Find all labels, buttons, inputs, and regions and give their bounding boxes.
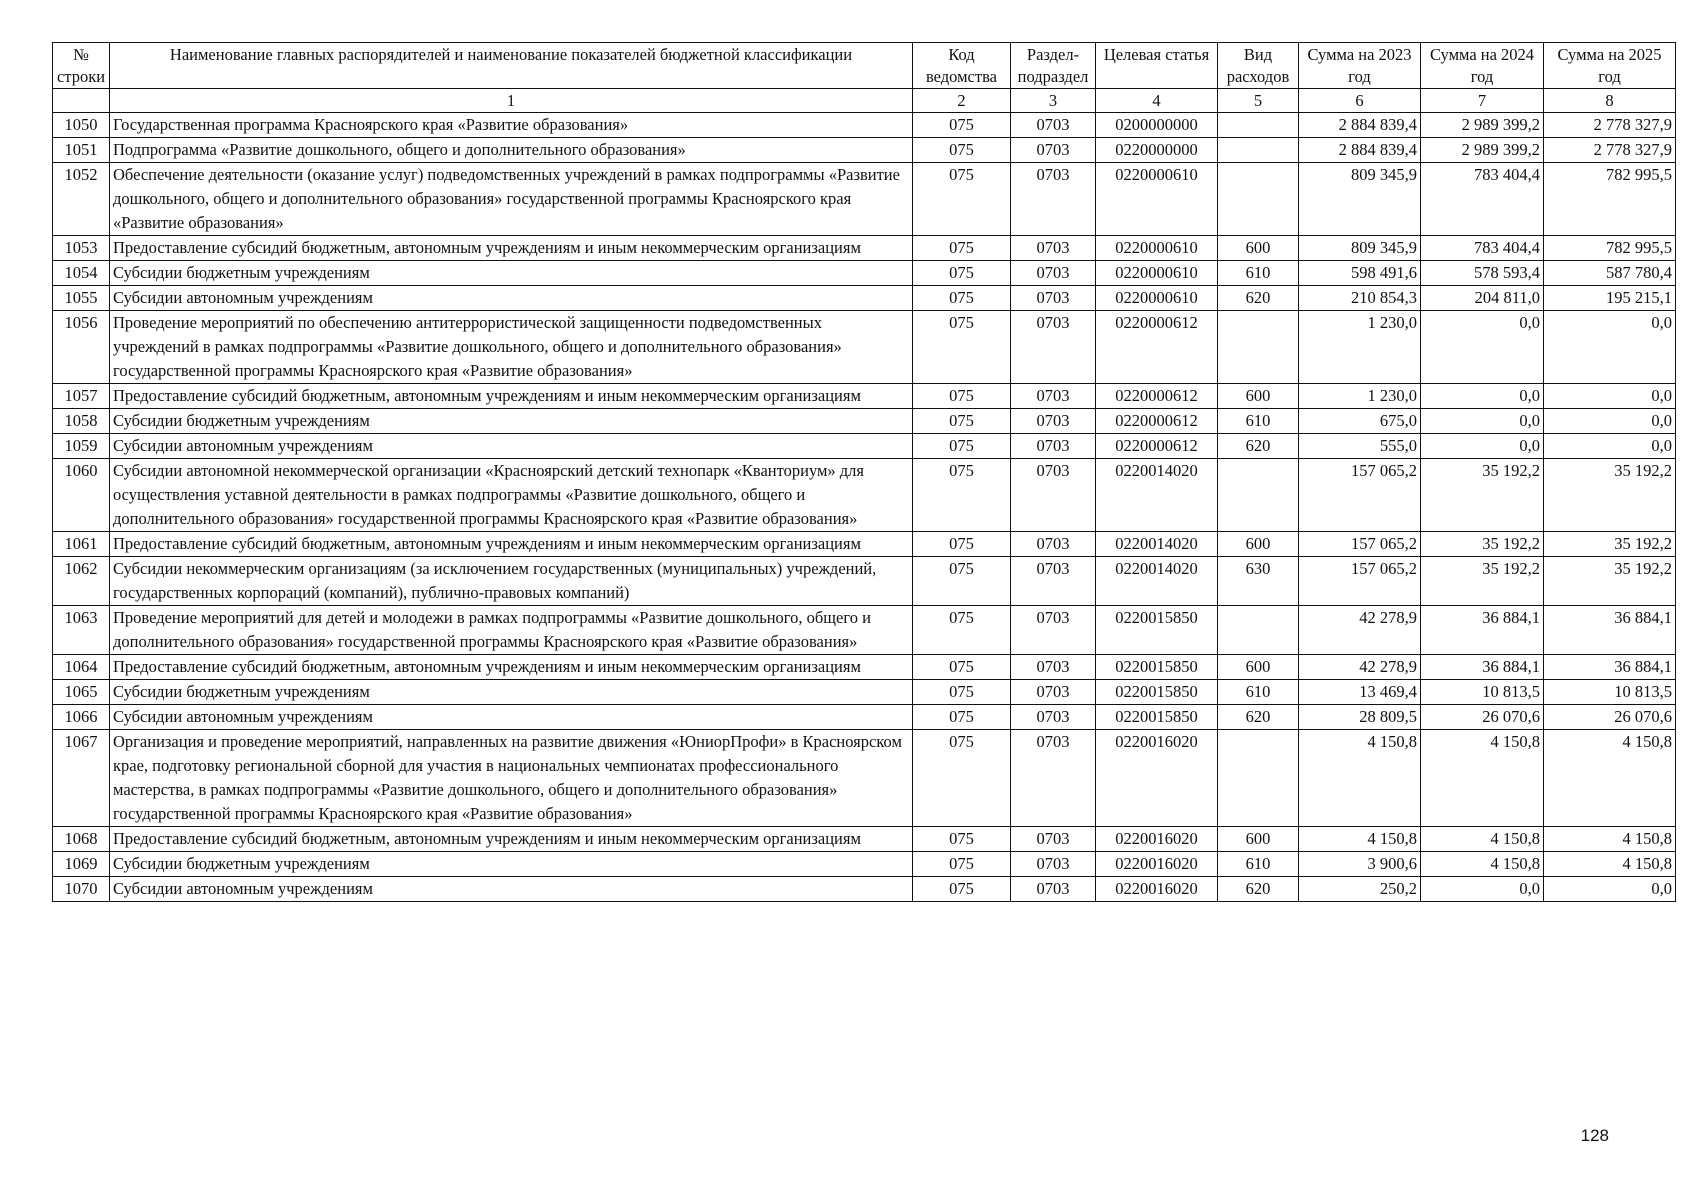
sum-2024-cell: 0,0 [1421, 311, 1544, 384]
sum-2024-cell: 0,0 [1421, 409, 1544, 434]
dept-code-cell: 075 [913, 286, 1011, 311]
sum-2023-cell: 157 065,2 [1299, 459, 1421, 532]
expense-type-cell [1218, 138, 1299, 163]
sum-2023-cell: 3 900,6 [1299, 852, 1421, 877]
header-dept-code: Код ведомства [913, 43, 1011, 89]
sum-2023-cell: 4 150,8 [1299, 827, 1421, 852]
sum-2023-cell: 2 884 839,4 [1299, 113, 1421, 138]
section-cell: 0703 [1011, 138, 1096, 163]
expense-type-cell [1218, 606, 1299, 655]
row-name: Субсидии автономным учреждениям [110, 877, 913, 902]
target-cell: 0220000612 [1096, 384, 1218, 409]
table-row [53, 827, 1676, 852]
row-number: 1068 [53, 827, 110, 852]
sum-2023-cell: 598 491,6 [1299, 261, 1421, 286]
dept-code-cell: 075 [913, 730, 1011, 827]
section-cell: 0703 [1011, 532, 1096, 557]
sum-2023-cell: 4 150,8 [1299, 730, 1421, 827]
sum-2024-cell: 4 150,8 [1421, 730, 1544, 827]
dept-code-cell: 075 [913, 532, 1011, 557]
dept-code-cell: 075 [913, 236, 1011, 261]
sum-2024-cell: 26 070,6 [1421, 705, 1544, 730]
dept-code-cell: 075 [913, 557, 1011, 606]
target-cell: 0220000612 [1096, 409, 1218, 434]
sum-2025-cell: 35 192,2 [1544, 557, 1676, 606]
expense-type-cell [1218, 459, 1299, 532]
target-cell: 0220015850 [1096, 606, 1218, 655]
expense-type-cell: 600 [1218, 655, 1299, 680]
target-cell: 0220016020 [1096, 730, 1218, 827]
sum-2023-cell: 13 469,4 [1299, 680, 1421, 705]
row-number: 1056 [53, 311, 110, 384]
dept-code-cell: 075 [913, 852, 1011, 877]
row-name: Государственная программа Красноярского края «Развитие образования» [110, 113, 913, 138]
column-number: 3 [1011, 89, 1096, 113]
section-cell: 0703 [1011, 261, 1096, 286]
expense-type-cell: 610 [1218, 409, 1299, 434]
sum-2025-cell: 2 778 327,9 [1544, 138, 1676, 163]
row-number: 1057 [53, 384, 110, 409]
section-cell: 0703 [1011, 557, 1096, 606]
sum-2023-cell: 809 345,9 [1299, 236, 1421, 261]
row-name: Предоставление субсидий бюджетным, автономным учреждениям и иным некоммерческим организациям [110, 655, 913, 680]
header-sum-2025: Сумма на 2025 год [1544, 43, 1676, 89]
sum-2024-cell: 35 192,2 [1421, 532, 1544, 557]
target-cell: 0220014020 [1096, 459, 1218, 532]
sum-2024-cell: 35 192,2 [1421, 459, 1544, 532]
sum-2023-cell: 28 809,5 [1299, 705, 1421, 730]
row-name: Организация и проведение мероприятий, направленных на развитие движения «ЮниорПрофи» в Красноярском крае, подготовку региональной сборной для участия в национальных чемпионатах профессионального мастерства, в рамках подпрограммы «Развитие дошкольного, общего и дополнительного образования» государственной программы Красноярского края «Развитие образования» [110, 730, 913, 827]
column-number-row [53, 89, 1676, 113]
sum-2023-cell: 157 065,2 [1299, 532, 1421, 557]
header-row-no: № строки [53, 43, 110, 89]
sum-2025-cell: 4 150,8 [1544, 827, 1676, 852]
row-number: 1070 [53, 877, 110, 902]
row-number: 1064 [53, 655, 110, 680]
table-row [53, 557, 1676, 606]
expense-type-cell [1218, 113, 1299, 138]
sum-2025-cell: 195 215,1 [1544, 286, 1676, 311]
row-name: Предоставление субсидий бюджетным, автономным учреждениям и иным некоммерческим организациям [110, 384, 913, 409]
dept-code-cell: 075 [913, 261, 1011, 286]
row-name: Предоставление субсидий бюджетным, автономным учреждениям и иным некоммерческим организациям [110, 236, 913, 261]
sum-2024-cell: 10 813,5 [1421, 680, 1544, 705]
sum-2023-cell: 157 065,2 [1299, 557, 1421, 606]
sum-2025-cell: 10 813,5 [1544, 680, 1676, 705]
section-cell: 0703 [1011, 827, 1096, 852]
column-number: 1 [110, 89, 913, 113]
row-number: 1060 [53, 459, 110, 532]
row-name: Субсидии автономным учреждениям [110, 705, 913, 730]
sum-2025-cell: 0,0 [1544, 434, 1676, 459]
sum-2025-cell: 0,0 [1544, 877, 1676, 902]
section-cell: 0703 [1011, 655, 1096, 680]
expense-type-cell: 600 [1218, 384, 1299, 409]
target-cell: 0220016020 [1096, 827, 1218, 852]
section-cell: 0703 [1011, 606, 1096, 655]
row-name: Обеспечение деятельности (оказание услуг) подведомственных учреждений в рамках подпрограммы «Развитие дошкольного, общего и дополнительного образования» государственной программы Красноярского края «Развитие образования» [110, 163, 913, 236]
section-cell: 0703 [1011, 434, 1096, 459]
sum-2025-cell: 782 995,5 [1544, 163, 1676, 236]
dept-code-cell: 075 [913, 138, 1011, 163]
dept-code-cell: 075 [913, 163, 1011, 236]
header-target: Целевая статья [1096, 43, 1218, 89]
row-name: Субсидии автономным учреждениям [110, 434, 913, 459]
section-cell: 0703 [1011, 384, 1096, 409]
target-cell: 0220015850 [1096, 655, 1218, 680]
row-number: 1066 [53, 705, 110, 730]
header-section: Раздел-подраздел [1011, 43, 1096, 89]
row-number: 1053 [53, 236, 110, 261]
sum-2024-cell: 0,0 [1421, 877, 1544, 902]
row-name: Предоставление субсидий бюджетным, автономным учреждениям и иным некоммерческим организациям [110, 827, 913, 852]
section-cell: 0703 [1011, 730, 1096, 827]
sum-2025-cell: 4 150,8 [1544, 852, 1676, 877]
section-cell: 0703 [1011, 852, 1096, 877]
sum-2025-cell: 0,0 [1544, 409, 1676, 434]
sum-2025-cell: 4 150,8 [1544, 730, 1676, 827]
column-number: 4 [1096, 89, 1218, 113]
sum-2025-cell: 0,0 [1544, 311, 1676, 384]
expense-type-cell: 620 [1218, 286, 1299, 311]
sum-2024-cell: 783 404,4 [1421, 236, 1544, 261]
sum-2023-cell: 42 278,9 [1299, 606, 1421, 655]
table-row [53, 311, 1676, 384]
expense-type-cell: 600 [1218, 236, 1299, 261]
target-cell: 0220014020 [1096, 557, 1218, 606]
row-name: Субсидии автономной некоммерческой организации «Красноярский детский технопарк «Кванториум» для осуществления уставной деятельности в рамках подпрограммы «Развитие дошкольного, общего и дополнительного образования» государственной программы Красноярского края «Развитие образования» [110, 459, 913, 532]
column-number: 2 [913, 89, 1011, 113]
row-name: Проведение мероприятий по обеспечению антитеррористической защищенности подведомственных учреждений в рамках подпрограммы «Развитие дошкольного, общего и дополнительного образования» государственной программы Красноярского края «Развитие образования» [110, 311, 913, 384]
row-number: 1062 [53, 557, 110, 606]
table-row [53, 434, 1676, 459]
section-cell: 0703 [1011, 311, 1096, 384]
row-number: 1058 [53, 409, 110, 434]
page-number: 128 [1580, 1126, 1609, 1145]
expense-type-cell [1218, 163, 1299, 236]
row-name: Субсидии некоммерческим организациям (за исключением государственных (муниципальных) учреждений, государственных корпораций (компаний), публично-правовых компаний) [110, 557, 913, 606]
target-cell: 0220014020 [1096, 532, 1218, 557]
row-number: 1051 [53, 138, 110, 163]
dept-code-cell: 075 [913, 384, 1011, 409]
row-name: Предоставление субсидий бюджетным, автономным учреждениям и иным некоммерческим организациям [110, 532, 913, 557]
sum-2024-cell: 4 150,8 [1421, 827, 1544, 852]
table-body [53, 113, 1676, 902]
sum-2023-cell: 210 854,3 [1299, 286, 1421, 311]
section-cell: 0703 [1011, 409, 1096, 434]
table-row [53, 532, 1676, 557]
row-number: 1067 [53, 730, 110, 827]
sum-2023-cell: 42 278,9 [1299, 655, 1421, 680]
table-row [53, 606, 1676, 655]
target-cell: 0220000610 [1096, 236, 1218, 261]
column-number: 8 [1544, 89, 1676, 113]
column-number: 7 [1421, 89, 1544, 113]
row-number: 1059 [53, 434, 110, 459]
table-row [53, 409, 1676, 434]
sum-2024-cell: 0,0 [1421, 384, 1544, 409]
row-number: 1069 [53, 852, 110, 877]
section-cell: 0703 [1011, 113, 1096, 138]
table-row [53, 730, 1676, 827]
expense-type-cell [1218, 730, 1299, 827]
target-cell: 0220016020 [1096, 877, 1218, 902]
sum-2025-cell: 35 192,2 [1544, 532, 1676, 557]
row-name: Субсидии бюджетным учреждениям [110, 852, 913, 877]
row-name: Субсидии бюджетным учреждениям [110, 409, 913, 434]
sum-2024-cell: 35 192,2 [1421, 557, 1544, 606]
sum-2024-cell: 2 989 399,2 [1421, 138, 1544, 163]
target-cell: 0220000000 [1096, 138, 1218, 163]
dept-code-cell: 075 [913, 877, 1011, 902]
column-number [53, 89, 110, 113]
dept-code-cell: 075 [913, 655, 1011, 680]
section-cell: 0703 [1011, 286, 1096, 311]
header-expense-type: Вид расходов [1218, 43, 1299, 89]
section-cell: 0703 [1011, 459, 1096, 532]
sum-2023-cell: 2 884 839,4 [1299, 138, 1421, 163]
dept-code-cell: 075 [913, 827, 1011, 852]
target-cell: 0220000610 [1096, 261, 1218, 286]
sum-2024-cell: 204 811,0 [1421, 286, 1544, 311]
sum-2024-cell: 578 593,4 [1421, 261, 1544, 286]
sum-2023-cell: 1 230,0 [1299, 384, 1421, 409]
sum-2023-cell: 1 230,0 [1299, 311, 1421, 384]
sum-2024-cell: 36 884,1 [1421, 655, 1544, 680]
dept-code-cell: 075 [913, 409, 1011, 434]
expense-type-cell: 610 [1218, 852, 1299, 877]
sum-2024-cell: 783 404,4 [1421, 163, 1544, 236]
column-number: 6 [1299, 89, 1421, 113]
target-cell: 0220000612 [1096, 311, 1218, 384]
sum-2025-cell: 26 070,6 [1544, 705, 1676, 730]
table-row [53, 113, 1676, 138]
section-cell: 0703 [1011, 236, 1096, 261]
sum-2023-cell: 555,0 [1299, 434, 1421, 459]
row-number: 1061 [53, 532, 110, 557]
sum-2025-cell: 36 884,1 [1544, 606, 1676, 655]
row-number: 1054 [53, 261, 110, 286]
section-cell: 0703 [1011, 705, 1096, 730]
row-number: 1052 [53, 163, 110, 236]
budget-table [52, 42, 1676, 902]
dept-code-cell: 075 [913, 459, 1011, 532]
sum-2025-cell: 587 780,4 [1544, 261, 1676, 286]
sum-2023-cell: 250,2 [1299, 877, 1421, 902]
row-number: 1055 [53, 286, 110, 311]
sum-2024-cell: 0,0 [1421, 434, 1544, 459]
target-cell: 0220000610 [1096, 286, 1218, 311]
header-sum-2023: Сумма на 2023 год [1299, 43, 1421, 89]
dept-code-cell: 075 [913, 680, 1011, 705]
expense-type-cell: 630 [1218, 557, 1299, 606]
row-name: Подпрограмма «Развитие дошкольного, общего и дополнительного образования» [110, 138, 913, 163]
dept-code-cell: 075 [913, 434, 1011, 459]
expense-type-cell: 620 [1218, 877, 1299, 902]
table-row [53, 877, 1676, 902]
header-name: Наименование главных распорядителей и наименование показателей бюджетной классификации [110, 43, 913, 89]
table-row [53, 261, 1676, 286]
column-number: 5 [1218, 89, 1299, 113]
sum-2025-cell: 2 778 327,9 [1544, 113, 1676, 138]
expense-type-cell: 620 [1218, 434, 1299, 459]
row-name: Субсидии бюджетным учреждениям [110, 680, 913, 705]
dept-code-cell: 075 [913, 113, 1011, 138]
table-row [53, 680, 1676, 705]
header-sum-2024: Сумма на 2024 год [1421, 43, 1544, 89]
row-number: 1050 [53, 113, 110, 138]
target-cell: 0200000000 [1096, 113, 1218, 138]
expense-type-cell: 600 [1218, 532, 1299, 557]
target-cell: 0220015850 [1096, 680, 1218, 705]
sum-2025-cell: 36 884,1 [1544, 655, 1676, 680]
table-row [53, 286, 1676, 311]
target-cell: 0220016020 [1096, 852, 1218, 877]
header-row [53, 43, 1676, 89]
target-cell: 0220015850 [1096, 705, 1218, 730]
expense-type-cell [1218, 311, 1299, 384]
table-row [53, 163, 1676, 236]
expense-type-cell: 610 [1218, 261, 1299, 286]
row-name: Проведение мероприятий для детей и молодежи в рамках подпрограммы «Развитие дошкольного, общего и дополнительного образования» государственной программы Красноярского края «Развитие образования» [110, 606, 913, 655]
section-cell: 0703 [1011, 680, 1096, 705]
expense-type-cell: 610 [1218, 680, 1299, 705]
dept-code-cell: 075 [913, 311, 1011, 384]
dept-code-cell: 075 [913, 705, 1011, 730]
row-name: Субсидии автономным учреждениям [110, 286, 913, 311]
table-row [53, 138, 1676, 163]
expense-type-cell: 620 [1218, 705, 1299, 730]
target-cell: 0220000612 [1096, 434, 1218, 459]
table-row [53, 384, 1676, 409]
table-row [53, 655, 1676, 680]
sum-2025-cell: 35 192,2 [1544, 459, 1676, 532]
row-name: Субсидии бюджетным учреждениям [110, 261, 913, 286]
sum-2024-cell: 2 989 399,2 [1421, 113, 1544, 138]
table-row [53, 236, 1676, 261]
sum-2025-cell: 782 995,5 [1544, 236, 1676, 261]
dept-code-cell: 075 [913, 606, 1011, 655]
expense-type-cell: 600 [1218, 827, 1299, 852]
sum-2025-cell: 0,0 [1544, 384, 1676, 409]
row-number: 1063 [53, 606, 110, 655]
section-cell: 0703 [1011, 163, 1096, 236]
sum-2023-cell: 809 345,9 [1299, 163, 1421, 236]
table-row [53, 852, 1676, 877]
table-row [53, 459, 1676, 532]
sum-2024-cell: 36 884,1 [1421, 606, 1544, 655]
sum-2023-cell: 675,0 [1299, 409, 1421, 434]
sum-2024-cell: 4 150,8 [1421, 852, 1544, 877]
row-number: 1065 [53, 680, 110, 705]
target-cell: 0220000610 [1096, 163, 1218, 236]
table-row [53, 705, 1676, 730]
section-cell: 0703 [1011, 877, 1096, 902]
